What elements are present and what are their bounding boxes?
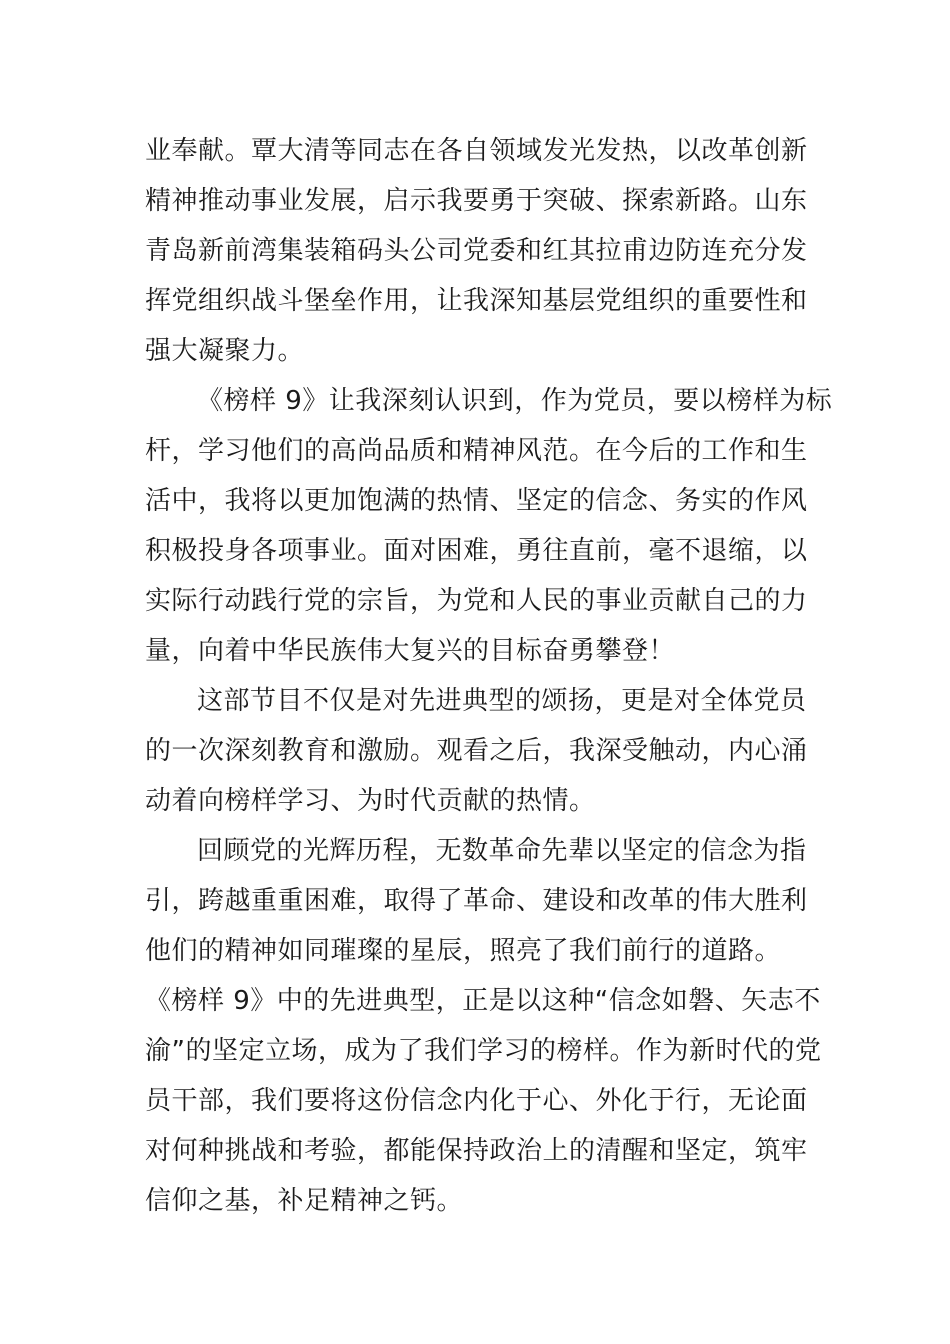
text-line: 业奉献。覃大清等同志在各自领域发光发热，以改革创新 bbox=[145, 136, 808, 166]
text-line: 实际行动践行党的宗旨，为党和人民的事业贡献自己的力 bbox=[145, 586, 808, 616]
text-line: 杆，学习他们的高尚品质和精神风范。在今后的工作和生 bbox=[145, 436, 808, 466]
text-line: 量，向着中华民族伟大复兴的目标奋勇攀登！ bbox=[145, 636, 676, 666]
text-line: 他们的精神如同璀璨的星辰，照亮了我们前行的道路。 bbox=[145, 936, 782, 966]
text-line: 对何种挑战和考验，都能保持政治上的清醒和坚定，筑牢 bbox=[145, 1136, 808, 1166]
text-line: 强大凝聚力。 bbox=[145, 336, 305, 366]
text-line: 引，跨越重重困难，取得了革命、建设和改革的伟大胜利 bbox=[145, 886, 808, 916]
text-line: 渝”的坚定立场，成为了我们学习的榜样。作为新时代的党 bbox=[145, 1036, 822, 1066]
text-line: 活中，我将以更加饱满的热情、坚定的信念、务实的作风 bbox=[145, 486, 808, 516]
paragraph-first-line: 回顾党的光辉历程，无数革命先辈以坚定的信念为指 bbox=[197, 836, 807, 866]
text-line: 《榜样 9》中的先进典型，正是以这种“信念如磐、矢志不 bbox=[145, 986, 821, 1016]
text-line: 挥党组织战斗堡垒作用，让我深知基层党组织的重要性和 bbox=[145, 286, 808, 316]
text-line: 的一次深刻教育和激励。观看之后，我深受触动，内心涌 bbox=[145, 736, 808, 766]
text-line: 精神推动事业发展，启示我要勇于突破、探索新路。山东 bbox=[145, 186, 808, 216]
body-text bbox=[145, 126, 833, 1226]
paragraph-first-line: 这部节目不仅是对先进典型的颂扬，更是对全体党员 bbox=[197, 686, 807, 716]
text-line: 动着向榜样学习、为时代贡献的热情。 bbox=[145, 786, 596, 816]
text-line: 积极投身各项事业。面对困难，勇往直前，毫不退缩，以 bbox=[145, 536, 808, 566]
text-line: 信仰之基，补足精神之钙。 bbox=[145, 1186, 464, 1216]
text-line: 青岛新前湾集装箱码头公司党委和红其拉甫边防连充分发 bbox=[145, 236, 808, 266]
paragraph-first-line: 《榜样 9》让我深刻认识到，作为党员，要以榜样为标 bbox=[197, 386, 833, 416]
text-line: 员干部，我们要将这份信念内化于心、外化于行，无论面 bbox=[145, 1086, 808, 1116]
